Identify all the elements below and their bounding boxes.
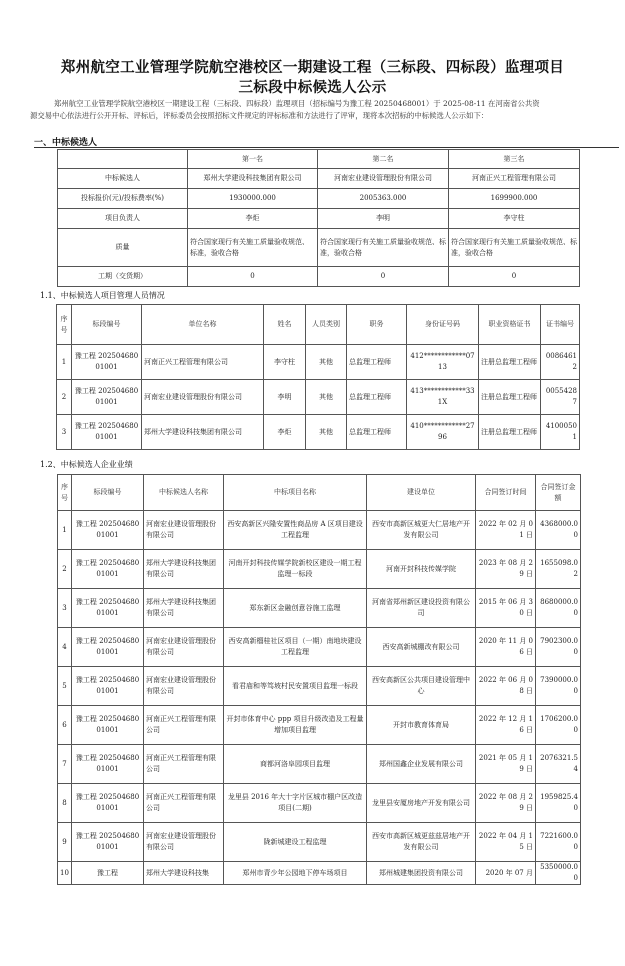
table-cell: 河南宏业建设管理股份有限公司 (144, 823, 224, 862)
table-cell: 郑州大学建设科技集团有限公司 (144, 550, 224, 589)
table-row (57, 345, 580, 380)
table-cell: 符合国家现行有关施工质量验收规范、标准，验收合格 (188, 229, 318, 267)
table-row (58, 550, 581, 589)
table-cell: 郑州市青少年公园地下停车场项目 (224, 862, 367, 885)
table-header-row (58, 150, 580, 169)
table-cell: 豫工程 20250468001001 (72, 784, 144, 823)
section-heading-staff: 1.1、中标候选人项目管理人员情况 (40, 291, 165, 300)
table-cell: 豫工程 20250468001001 (72, 706, 144, 745)
table-row (58, 628, 581, 667)
table-cell: 2022 年 06 月 08 日 (476, 667, 536, 706)
table-row (58, 784, 581, 823)
table-cell: 2022 年 04 月 15 日 (476, 823, 536, 862)
table-cell: 总监理工程师 (347, 345, 407, 380)
table-cell: 4 (58, 628, 72, 667)
table-row (58, 267, 580, 287)
table-cell: 李炬 (188, 209, 318, 229)
table-cell: 00554287 (541, 380, 580, 415)
column-header: 证书编号 (541, 305, 580, 345)
row-label: 质量 (58, 229, 188, 267)
table-row (58, 706, 581, 745)
table-cell: 河南正兴工程管理有限公司 (144, 745, 224, 784)
table-cell: 西安市高新区城更大仁居地产开发有限公司 (367, 511, 476, 550)
table-cell: 龙里县安厦房地产开发有限公司 (367, 784, 476, 823)
table-cell: 9 (58, 823, 72, 862)
table-cell: 豫工程 20250468001001 (72, 380, 142, 415)
table-cell: 3 (58, 589, 72, 628)
table-row (58, 189, 580, 209)
section-divider (34, 147, 619, 148)
table-cell: 李明 (264, 380, 306, 415)
column-header: 标段编号 (72, 475, 144, 511)
table-cell: 河南宏业建设管理股份有限公司 (144, 511, 224, 550)
table-cell: 4368000.00 (536, 511, 581, 550)
column-header (58, 150, 188, 169)
table-cell: 开封市体育中心 ppp 项目升级改造及工程量增加项目监理 (224, 706, 367, 745)
table-cell: 豫工程 20250468001001 (72, 823, 144, 862)
table-header-row (58, 475, 581, 511)
intro-line: 源交易中心依法进行公开开标、评标后，评标委员会按照招标文件规定的评标标准和方法进行了评审，现将本次招标的中标候选人公示如下： (30, 111, 489, 120)
table-cell: 2076321.54 (536, 745, 581, 784)
table-cell: 郑州国鑫企业发展有限公司 (367, 745, 476, 784)
table-cell: 郑州大学建设科技集团有限公司 (142, 415, 264, 450)
table-cell: 1706200.00 (536, 706, 581, 745)
table-cell: 注册总监理工程师 (479, 345, 541, 380)
table-cell: 2022 年 02 月 01 日 (476, 511, 536, 550)
table-cell: 3 (57, 415, 72, 450)
table-cell: 其他 (306, 415, 347, 450)
table-cell: 陇新城建设工程监理 (224, 823, 367, 862)
table-cell: 2022 年 08 月 29 日 (476, 784, 536, 823)
table-cell: 41000501 (541, 415, 580, 450)
table-cell: 2020 年 11 月 06 日 (476, 628, 536, 667)
table-cell: 豫工程 20250468001001 (72, 667, 144, 706)
table-cell: 西安高新榴桂社区项目（一期）南地块建设工程监理 (224, 628, 367, 667)
table-cell: 1959825.40 (536, 784, 581, 823)
table-header-row (57, 305, 580, 345)
table-cell: 河南正兴工程管理有限公司 (142, 345, 264, 380)
table-cell: 河南宏业建设管理股份有限公司 (318, 169, 449, 189)
table-cell: 李明 (318, 209, 449, 229)
table-cell: 郑州大学建设科技集 (144, 862, 224, 885)
table-cell: 1 (58, 511, 72, 550)
table-cell: 2 (57, 380, 72, 415)
table-cell: 总监理工程师 (347, 380, 407, 415)
candidates-table (57, 149, 580, 287)
table-cell: 河南省郑州新区建设投资有限公司 (367, 589, 476, 628)
column-header: 合同签订金额 (536, 475, 581, 511)
table-cell: 豫工程 20250468001001 (72, 511, 144, 550)
column-header: 身份证号码 (407, 305, 479, 345)
table-cell: 2020 年 07 月 (476, 862, 536, 885)
row-label: 中标候选人 (58, 169, 188, 189)
table-cell: 6 (58, 706, 72, 745)
intro-line: 郑州航空工业管理学院航空港校区一期建设工程（三标段、四标段）监理项目（招标编号为豫工程 20250468001）于 2025-08-11 在河南省公共资 (54, 99, 540, 108)
row-label: 工期（交货期） (58, 267, 188, 287)
staff-table (56, 304, 580, 450)
performance-table (57, 474, 581, 885)
table-cell: 1655098.02 (536, 550, 581, 589)
table-cell: 注册总监理工程师 (479, 415, 541, 450)
table-row (58, 745, 581, 784)
table-cell: 2022 年 12 月 16 日 (476, 706, 536, 745)
table-cell: 1699900.000 (449, 189, 580, 209)
table-cell: 豫工程 20250468001001 (72, 550, 144, 589)
column-header: 中标项目名称 (224, 475, 367, 511)
section-heading-performance: 1.2、中标候选人企业业绩 (40, 460, 133, 469)
table-cell: 商都河洛阜园项目监理 (224, 745, 367, 784)
table-cell: 5 (58, 667, 72, 706)
table-cell: 7 (58, 745, 72, 784)
table-cell: 5350000.00 (536, 862, 581, 885)
column-header: 建设单位 (367, 475, 476, 511)
column-header: 第三名 (449, 150, 580, 169)
table-cell: 西安高新区兴隆安置性商品房 A 区项目建设工程监理 (224, 511, 367, 550)
table-cell: 2023 年 08 月 29 日 (476, 550, 536, 589)
table-cell: 412************0713 (407, 345, 479, 380)
table-cell: 豫工程 (72, 862, 144, 885)
column-header: 职务 (347, 305, 407, 345)
table-cell: 0 (318, 267, 449, 287)
table-cell: 李守柱 (449, 209, 580, 229)
table-cell: 8 (58, 784, 72, 823)
row-label: 项目负责人 (58, 209, 188, 229)
table-cell: 郑东新区金融创意谷施工监理 (224, 589, 367, 628)
table-cell: 413************331X (407, 380, 479, 415)
table-cell: 豫工程 20250468001001 (72, 345, 142, 380)
table-cell: 其他 (306, 345, 347, 380)
row-label: 投标报价(元)/投标费率(%) (58, 189, 188, 209)
table-cell: 郑州城建集团投资有限公司 (367, 862, 476, 885)
table-cell: 其他 (306, 380, 347, 415)
table-cell: 河南正兴工程管理有限公司 (144, 706, 224, 745)
table-cell: 西安市高新区城更兹兹居地产开发有限公司 (367, 823, 476, 862)
table-cell: 1930000.000 (188, 189, 318, 209)
table-row (58, 589, 581, 628)
column-header: 姓名 (264, 305, 306, 345)
table-row (57, 380, 580, 415)
table-cell: 李守柱 (264, 345, 306, 380)
table-cell: 河南宏业建设管理股份有限公司 (144, 667, 224, 706)
table-cell: 2 (58, 550, 72, 589)
document-subtitle: 三标段中标候选人公示 (238, 79, 387, 96)
table-cell: 7221600.00 (536, 823, 581, 862)
table-cell: 1 (57, 345, 72, 380)
table-cell: 8680000.00 (536, 589, 581, 628)
table-cell: 注册总监理工程师 (479, 380, 541, 415)
table-cell: 豫工程 20250468001001 (72, 628, 144, 667)
table-cell: 看君庙和等笃坡村民安置项目监理一标段 (224, 667, 367, 706)
column-header: 单位名称 (142, 305, 264, 345)
table-cell: 2015 年 06 月 30 日 (476, 589, 536, 628)
column-header: 第二名 (318, 150, 449, 169)
table-cell: 李炬 (264, 415, 306, 450)
table-cell: 符合国家现行有关施工质量验收规范、标准，验收合格 (318, 229, 449, 267)
column-header: 序号 (58, 475, 72, 511)
column-header: 序号 (57, 305, 72, 345)
intro-paragraph (30, 98, 620, 122)
table-cell: 2021 年 05 月 19 日 (476, 745, 536, 784)
column-header: 合同签订时间 (476, 475, 536, 511)
table-cell: 00864612 (541, 345, 580, 380)
table-row (58, 169, 580, 189)
table-cell: 郑州大学建设科技集团有限公司 (144, 589, 224, 628)
table-row (58, 823, 581, 862)
table-cell: 豫工程 20250468001001 (72, 745, 144, 784)
document-title: 郑州航空工业管理学院航空港校区一期建设工程（三标段、四标段）监理项目 (60, 59, 565, 76)
column-header: 中标候选人名称 (144, 475, 224, 511)
table-cell: 龙里县 2016 年大十字片区城市棚户区改造项目(二期) (224, 784, 367, 823)
table-cell: 7390000.00 (536, 667, 581, 706)
table-cell: 10 (58, 862, 72, 885)
table-row (58, 209, 580, 229)
table-cell: 豫工程 20250468001001 (72, 415, 142, 450)
column-header: 人员类别 (306, 305, 347, 345)
table-row (58, 511, 581, 550)
table-cell: 符合国家现行有关施工质量验收规范、标准，验收合格 (449, 229, 580, 267)
column-header: 标段编号 (72, 305, 142, 345)
table-cell: 河南正兴工程管理有限公司 (449, 169, 580, 189)
table-cell: 西安高新城棚改有限公司 (367, 628, 476, 667)
table-cell: 开封市教育体育局 (367, 706, 476, 745)
table-row (58, 667, 581, 706)
table-cell: 河南宏业建设管理股份有限公司 (144, 628, 224, 667)
table-row (58, 862, 581, 885)
table-cell: 7902300.00 (536, 628, 581, 667)
section-heading-candidates: 一、中标候选人 (34, 138, 98, 148)
table-cell: 河南开封科技传媒学院新校区建设一期工程监理一标段 (224, 550, 367, 589)
table-cell: 410************2796 (407, 415, 479, 450)
table-cell: 西安高新区公共项目建设管理中心 (367, 667, 476, 706)
table-cell: 豫工程 20250468001001 (72, 589, 144, 628)
table-cell: 0 (449, 267, 580, 287)
table-cell: 河南开封科技传媒学院 (367, 550, 476, 589)
column-header: 职业资格证书 (479, 305, 541, 345)
column-header: 第一名 (188, 150, 318, 169)
table-cell: 2005363.000 (318, 189, 449, 209)
table-row (57, 415, 580, 450)
table-cell: 河南正兴工程管理有限公司 (144, 784, 224, 823)
table-cell: 河南宏业建设管理股份有限公司 (142, 380, 264, 415)
table-row (58, 229, 580, 267)
table-cell: 总监理工程师 (347, 415, 407, 450)
table-cell: 0 (188, 267, 318, 287)
table-cell: 郑州大学建设科技集团有限公司 (188, 169, 318, 189)
